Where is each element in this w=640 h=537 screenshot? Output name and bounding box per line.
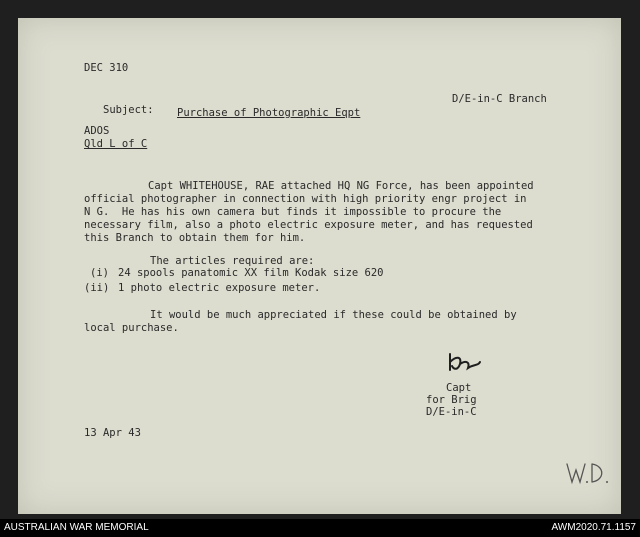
subject-label: Subject:: [103, 104, 154, 116]
memo-ref: DEC 310: [84, 62, 129, 74]
paragraph-line: necessary film, also a photo electric exposure meter, and has requested: [84, 219, 533, 231]
signoff-line: Capt: [446, 382, 472, 394]
addressee-line-2: Qld L of C: [84, 138, 148, 150]
paragraph-line: N G. He has his own camera but finds it impossible to procure the: [84, 206, 502, 218]
footer-bar: [0, 519, 640, 537]
article-num: (i): [90, 267, 109, 279]
addressee-line-1: ADOS: [84, 125, 110, 137]
signoff-line: D/E-in-C: [426, 406, 477, 418]
signature-mark: [444, 350, 484, 376]
footer-right-text: AWM2020.71.1157: [551, 522, 636, 533]
closing-line: local purchase.: [84, 322, 179, 334]
article-num: (ii): [84, 282, 110, 294]
article-text: 24 spools panatomic XX film Kodak size 620: [118, 267, 384, 279]
articles-intro: The articles required are:: [150, 255, 315, 267]
handwritten-initials: [565, 458, 615, 488]
paragraph-line: this Branch to obtain them for him.: [84, 232, 306, 244]
subject: Purchase of Photographic Eqpt: [177, 107, 361, 119]
paragraph-line: official photographer in connection with high priority engr project in: [84, 193, 527, 205]
memo-body: [84, 180, 554, 245]
closing-line: It would be much appreciated if these could be obtained by: [150, 309, 517, 321]
memo-date: 13 Apr 43: [84, 427, 141, 439]
to-branch: D/E-in-C Branch: [452, 93, 547, 105]
signoff-line: for Brig: [426, 394, 477, 406]
article-text: 1 photo electric exposure meter.: [118, 282, 321, 294]
footer-left-text: AUSTRALIAN WAR MEMORIAL: [4, 522, 149, 533]
paragraph-line: Capt WHITEHOUSE, RAE attached HQ NG Force, has been appointed: [148, 180, 534, 192]
